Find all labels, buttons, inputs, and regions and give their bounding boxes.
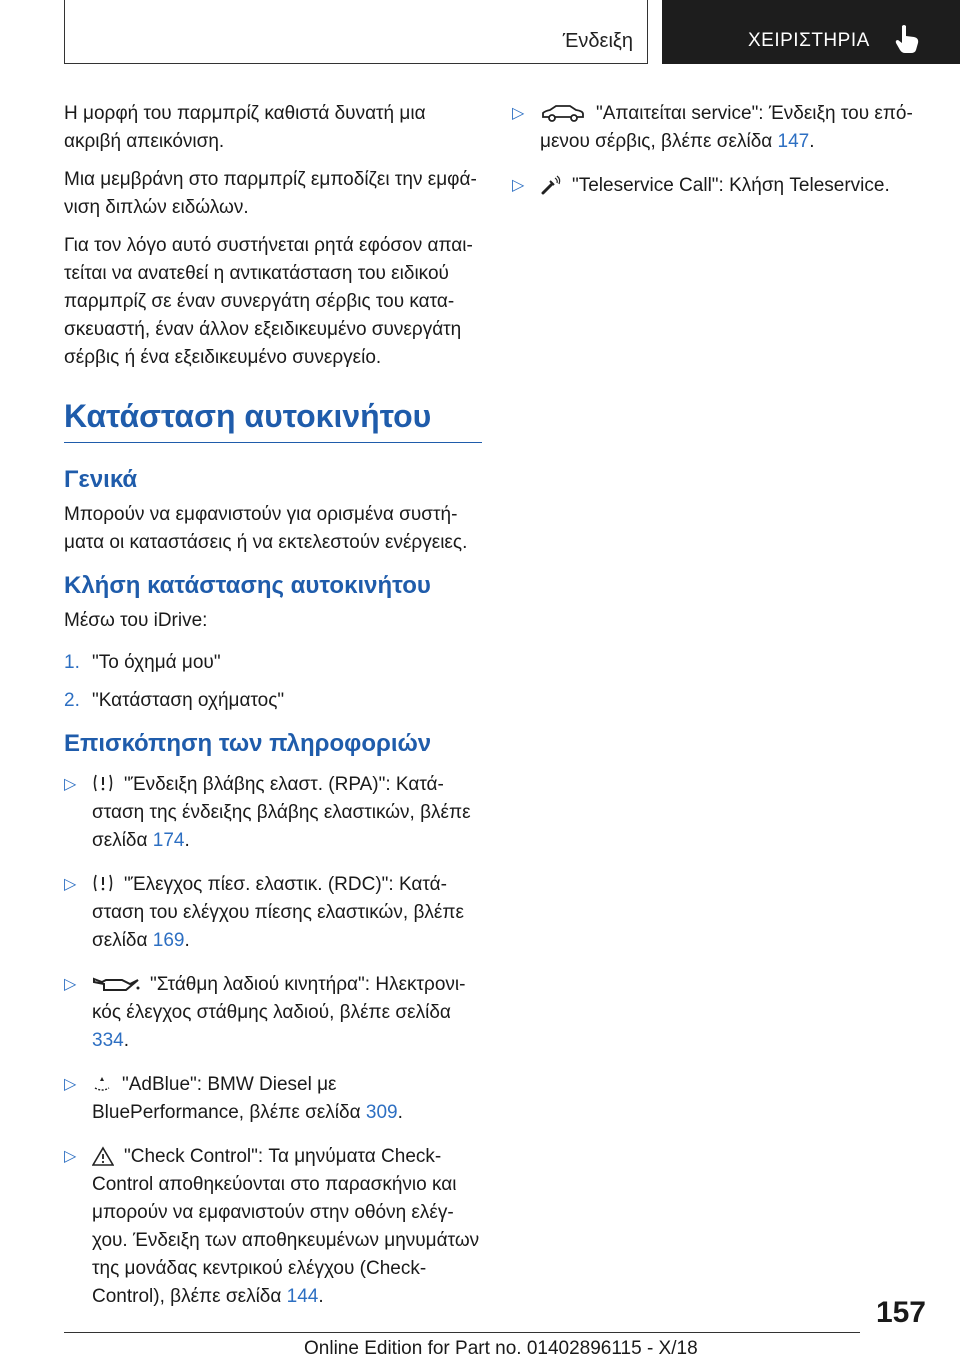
item-text: "AdBlue": BMW Diesel με BluePerformance, βλέπε σελίδα <box>92 1074 366 1123</box>
item-text: "Στάθμη λαδιού κινητήρα": Ηλεκτρονικός έλεγχος στάθμης λαδιού, βλέπε σελίδα <box>92 974 466 1023</box>
page-link[interactable]: 147 <box>777 131 810 152</box>
footer-edition: Online Edition for Part no. 01402896115 - X/18 <box>304 1338 698 1359</box>
teleservice-icon <box>540 175 562 195</box>
hand-pointer-icon <box>894 24 922 54</box>
list-item: ▷ "Check Control": Τα μηνύματα Check-Control αποθηκεύονται στο παρασκήνιο και μπορούν να εμφανιστούν στην οθόνη ελέγχου. Ένδειξη των αποθηκευμένων μηνυμάτων της μονάδας κεντρικού ελέγχου (Check-Control), βλέπε σελίδα 144. <box>64 1143 482 1311</box>
header-section-label: Ένδειξη <box>562 30 633 52</box>
bullet-triangle-icon: ▷ <box>64 1148 77 1165</box>
page-link[interactable]: 169 <box>152 930 185 951</box>
item-text: "Check Control": Τα μηνύματα Check-Control αποθηκεύονται στο παρασκήνιο και μπορούν να εμφανιστούν στην οθόνη ελέγχου. Ένδειξη των αποθηκευμένων μηνυμάτων της μονάδας κεντρικού ελέγχου (Check-Control), βλέπε σελίδα <box>92 1146 480 1307</box>
bullet-triangle-icon: ▷ <box>64 976 77 993</box>
paragraph-windshield-film: Μια μεμβράνη στο παρμπρίζ εμποδίζει την εμφάνιση διπλών ειδώλων. <box>64 169 477 218</box>
subheading-overview: Επισκόπηση των πληροφοριών <box>64 730 432 757</box>
list-item: ▷ "AdBlue": BMW Diesel με BluePerformance, βλέπε σελίδα 309. <box>64 1071 482 1127</box>
page-link[interactable]: 174 <box>152 830 185 851</box>
tire-warning-icon <box>92 772 114 794</box>
adblue-icon <box>92 1074 112 1094</box>
header-chapter-label: ΧΕΙΡΙΣΤΗΡΙΑ <box>748 30 870 51</box>
subheading-call-status: Κλήση κατάστασης αυτοκινήτου <box>64 572 431 599</box>
paragraph-windshield-replacement: Για τον λόγο αυτό συστήνεται ρητά εφόσον απαιτείται να ανατεθεί η αντικατάσταση του ειδικού παρμπρίζ σε έναν συνεργάτη σέρβις του κατασκευαστή, έναν άλλον εξειδικευμένο συνεργάτη σέρβις ή ένα εξειδικευμένο συνεργείο. <box>64 235 473 368</box>
header-section-box <box>64 0 648 64</box>
oil-can-icon <box>92 974 140 994</box>
steps-list <box>64 649 482 715</box>
paragraph-general: Μπορούν να εμφανιστούν για ορισμένα συστήματα οι καταστάσεις ή να εκτελεστούν ενέργειες. <box>64 504 468 553</box>
page-link[interactable]: 309 <box>365 1102 398 1123</box>
paragraph-windshield-shape: Η μορφή του παρμπρίζ καθιστά δυνατή μια ακριβή απεικόνιση. <box>64 103 426 152</box>
left-column <box>64 100 482 1327</box>
bullet-triangle-icon: ▷ <box>64 876 77 893</box>
subheading-general: Γενικά <box>64 466 138 493</box>
page-link[interactable]: 144 <box>286 1286 319 1307</box>
item-text: "Έλεγχος πίεσ. ελαστικ. (RDC)": Κατάσταση του ελέγχου πίεσης ελαστικών, βλέπε σελίδα <box>92 874 464 951</box>
info-list-right <box>512 100 932 200</box>
item-text: "Ένδειξη βλάβης ελαστ. (RPA)": Κατάσταση της ένδειξης βλάβης ελαστικών, βλέπε σελίδα <box>92 774 471 851</box>
list-item: ▷ "Έλεγχος πίεσ. ελαστικ. (RDC)": Κατάσταση του ελέγχου πίεσης ελαστικών, βλέπε σελίδα 169. <box>64 871 482 955</box>
list-item: ▷ "Απαιτείται service": Ένδειξη του επόμενου σέρβις, βλέπε σελίδα 147. <box>512 100 932 156</box>
bullet-triangle-icon: ▷ <box>512 105 525 122</box>
info-list <box>64 771 482 1311</box>
list-item: ▷ "Ένδειξη βλάβης ελαστ. (RPA)": Κατάσταση της ένδειξης βλάβης ελαστικών, βλέπε σελίδα 174. <box>64 771 482 855</box>
list-item <box>512 172 932 200</box>
item-text: "Απαιτείται service": Ένδειξη του επόμενου σέρβις, βλέπε σελίδα <box>540 103 913 152</box>
list-item <box>64 687 482 715</box>
step-text: "Το όχημά μου" <box>92 652 221 673</box>
warning-triangle-icon <box>92 1146 114 1166</box>
item-text: "Teleservice Call": Κλήση Teleservice. <box>572 175 890 196</box>
bullet-triangle-icon: ▷ <box>64 776 77 793</box>
paragraph-idrive-intro: Μέσω του iDrive: <box>64 610 208 631</box>
footer-divider <box>64 1332 860 1333</box>
list-item: ▷ "Στάθμη λαδιού κινητήρα": Ηλεκτρονικός έλεγχος στάθμης λαδιού, βλέπε σελίδα 334. <box>64 971 482 1055</box>
bullet-triangle-icon: ▷ <box>64 1076 77 1093</box>
car-service-icon <box>540 103 586 123</box>
page-number: 157 <box>875 1296 926 1329</box>
step-number: 1. <box>64 652 80 673</box>
step-number: 2. <box>64 690 80 711</box>
section-title-vehicle-status: Κατάσταση αυτοκινήτου <box>64 396 482 443</box>
bullet-triangle-icon: ▷ <box>512 177 525 194</box>
list-item <box>64 649 482 677</box>
page-link[interactable]: 334 <box>92 1030 124 1051</box>
step-text: "Κατάσταση οχήματος" <box>92 690 285 711</box>
right-column <box>512 100 932 216</box>
tire-pressure-icon <box>92 872 114 894</box>
